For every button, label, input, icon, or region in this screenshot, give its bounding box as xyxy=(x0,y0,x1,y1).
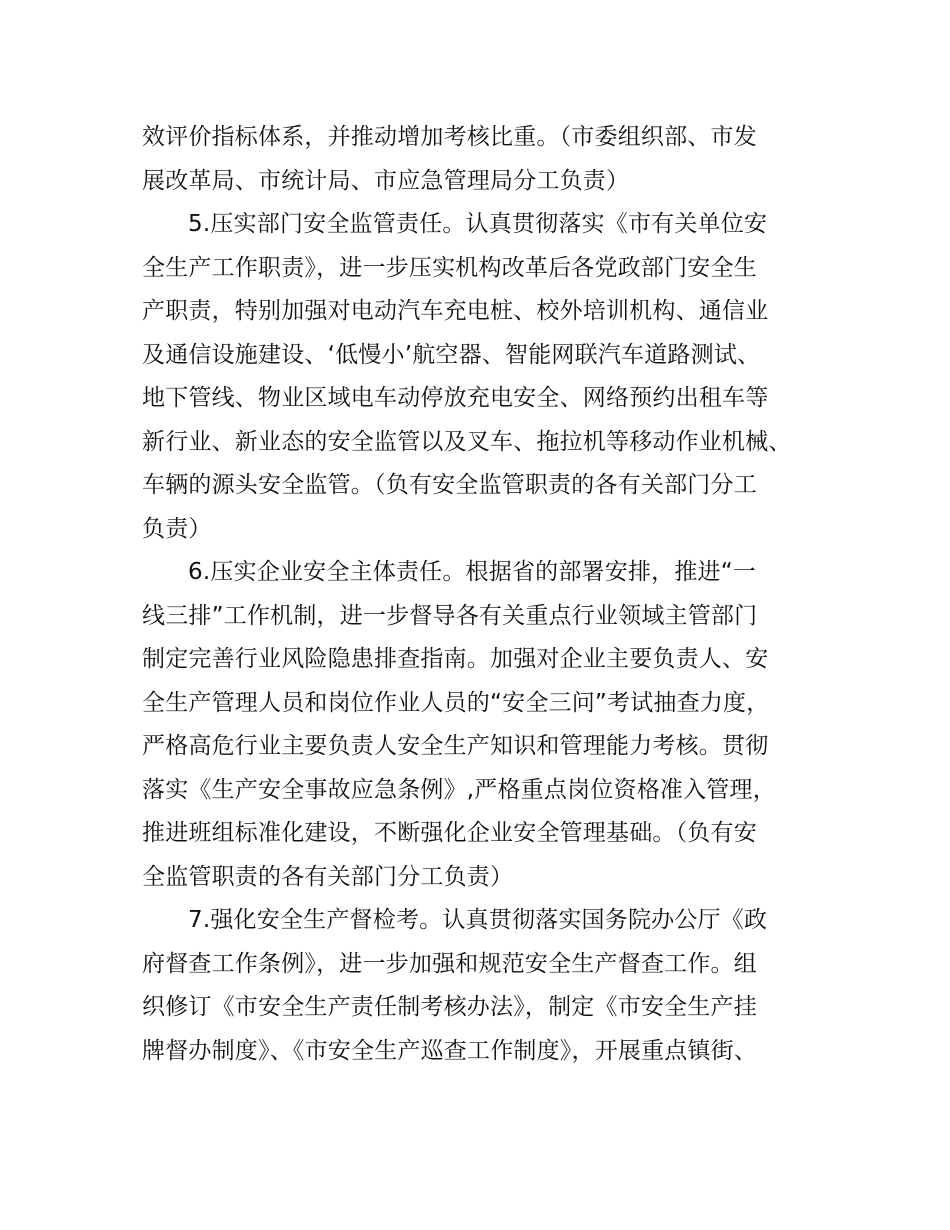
text-line: 7.强化安全生产督检考。认真贯彻落实国务院办公厅《政 xyxy=(188,907,768,933)
paragraph-continuation xyxy=(142,116,832,203)
text-line: 全监管职责的各有关部门分工负责） xyxy=(142,863,514,890)
text-line: 严格高危行业主要负责人安全生产知识和管理能力考核。贯彻 xyxy=(142,733,769,759)
text-line: 全生产管理人员和岗位作业人员的“安全三问”考试抽查力度， xyxy=(142,689,770,716)
text-line: 负责） xyxy=(142,515,212,542)
text-line: 展改革局、市统计局、市应急管理局分工负责） xyxy=(142,167,630,194)
text-line: 线三排”工作机制，进一步督导各有关重点行业领域主管部门 xyxy=(142,602,758,629)
document-body xyxy=(142,116,832,1073)
text-line: 推进班组标准化建设，不断强化企业安全管理基础。（负有安 xyxy=(142,820,757,846)
text-line: 效评价指标体系，并推动增加考核比重。（市委组织部、市发 xyxy=(142,124,757,150)
paragraph-item-7 xyxy=(142,899,832,1073)
text-line: 5.压实部门安全监管责任。认真贯彻落实《市有关单位安 xyxy=(188,211,768,237)
text-line: 产职责，特别加强对电动汽车充电桩、校外培训机构、通信业 xyxy=(142,298,769,324)
text-line: 6.压实企业安全主体责任。根据省的部署安排，推进“一 xyxy=(188,559,757,585)
text-line: 牌督办制度》、《市安全生产巡查工作制度》，开展重点镇街、 xyxy=(142,1037,758,1064)
text-line: 制定完善行业风险隐患排查指南。加强对企业主要负责人、安 xyxy=(142,646,769,672)
text-line: 车辆的源头安全监管。（负有安全监管职责的各有关部门分工 xyxy=(142,472,757,498)
text-line: 新行业、新业态的安全监管以及叉车、拖拉机等移动作业机械、 xyxy=(142,428,792,455)
text-line: 地下管线、物业区域电车动停放充电安全、网络预约出租车等 xyxy=(142,385,769,411)
paragraph-item-6 xyxy=(142,551,832,899)
text-line: 织修订《市安全生产责任制考核办法》，制定《市安全生产挂 xyxy=(142,994,757,1020)
text-line: 及通信设施建设、‘低慢小’航空器、智能网联汽车道路测试、 xyxy=(142,341,761,368)
text-line: 落实《生产安全事故应急条例》,严格重点岗位资格准入管理， xyxy=(142,776,776,803)
paragraph-item-5 xyxy=(142,203,832,551)
text-line: 府督查工作条例》，进一步加强和规范安全生产督查工作。组 xyxy=(142,950,757,977)
text-line: 全生产工作职责》，进一步压实机构改革后各党政部门安全生 xyxy=(142,254,757,281)
